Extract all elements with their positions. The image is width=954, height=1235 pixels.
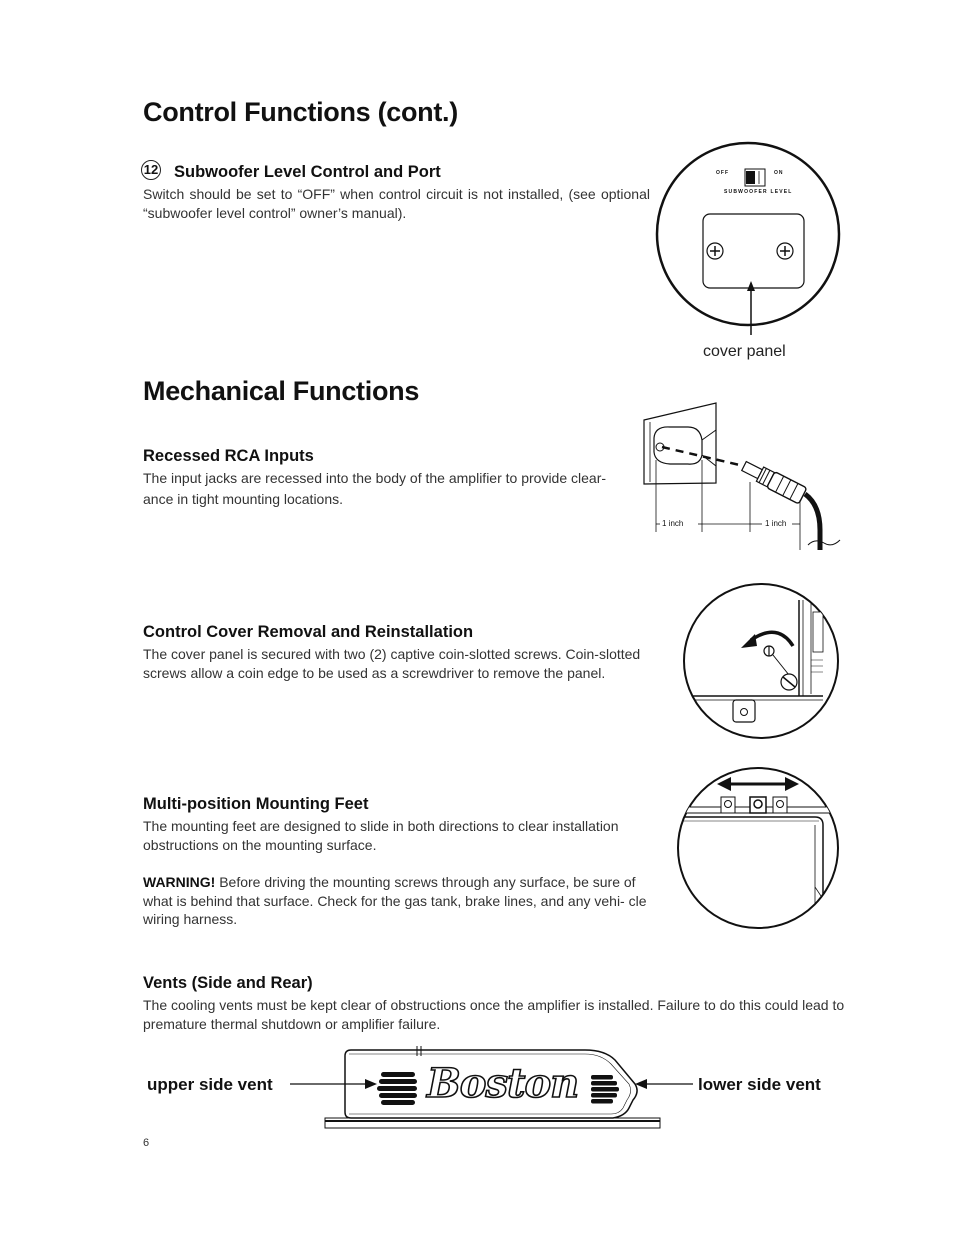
rca-inputs-line1: The input jacks are recessed into the body of the amplifier to provide clear- <box>143 470 607 486</box>
cover-panel-label: cover panel <box>703 343 786 360</box>
screw-icon <box>781 674 797 690</box>
boston-logo: Boston <box>427 1060 579 1107</box>
mounting-feet-diagram <box>675 767 845 932</box>
dimension-label-right: 1 inch <box>765 519 787 528</box>
subwoofer-level-text: Switch should be set to “OFF” when control circuit is not installed, (see optional “subwoofer level control” owner’s manual). <box>143 186 650 221</box>
cover-removal-title: Control Cover Removal and Reinstallation <box>143 623 474 641</box>
upper-side-vent-label: upper side vent <box>147 1075 273 1094</box>
page-number: 6 <box>143 1137 150 1149</box>
mounting-feet-title: Multi-position Mounting Feet <box>143 795 369 813</box>
vents-text: The cooling vents must be kept clear of obstructions once the amplifier is installed. Failure to do this could lead to premature thermal shutdown or amplifier failure. <box>143 997 845 1032</box>
cover-removal-text: The cover panel is secured with two (2) captive coin-slotted screws. Coin-slotted screws allow a coin edge to be used as a screwdriver to remove the panel. <box>143 646 641 681</box>
left-screw-icon <box>707 243 723 259</box>
subwoofer-port-diagram <box>655 150 845 330</box>
switch-caption: SUBWOOFER LEVEL <box>724 189 793 195</box>
warning-label: WARNING! <box>143 874 216 890</box>
rca-inputs-line2: ance in tight mounting locations. <box>143 491 344 507</box>
screw-icon <box>764 646 774 656</box>
rca-input-diagram <box>640 400 860 555</box>
mounting-feet-text: The mounting feet are designed to slide in both directions to clear installation obstructions on the mounting surface. <box>143 818 619 853</box>
switch-off-label: OFF <box>716 170 729 176</box>
warning-text: Before driving the mounting screws through any surface, be sure of what is behind that surface. Check for the gas tank, brake lines, and any vehi- cle wiring harness. <box>143 874 647 927</box>
cover-removal-diagram <box>683 582 843 742</box>
right-screw-icon <box>777 243 793 259</box>
rca-inputs-title: Recessed RCA Inputs <box>143 447 314 465</box>
lower-side-vent-label: lower side vent <box>698 1075 821 1094</box>
item-number-badge: 12 <box>141 160 161 180</box>
control-functions-heading: Control Functions (cont.) <box>143 97 458 127</box>
vents-title: Vents (Side and Rear) <box>143 974 313 992</box>
dimension-label-left: 1 inch <box>662 519 684 528</box>
mounting-feet-warning <box>143 873 668 929</box>
mechanical-functions-heading: Mechanical Functions <box>143 376 420 406</box>
subwoofer-level-title: Subwoofer Level Control and Port <box>174 163 441 181</box>
switch-on-label: ON <box>774 170 784 176</box>
